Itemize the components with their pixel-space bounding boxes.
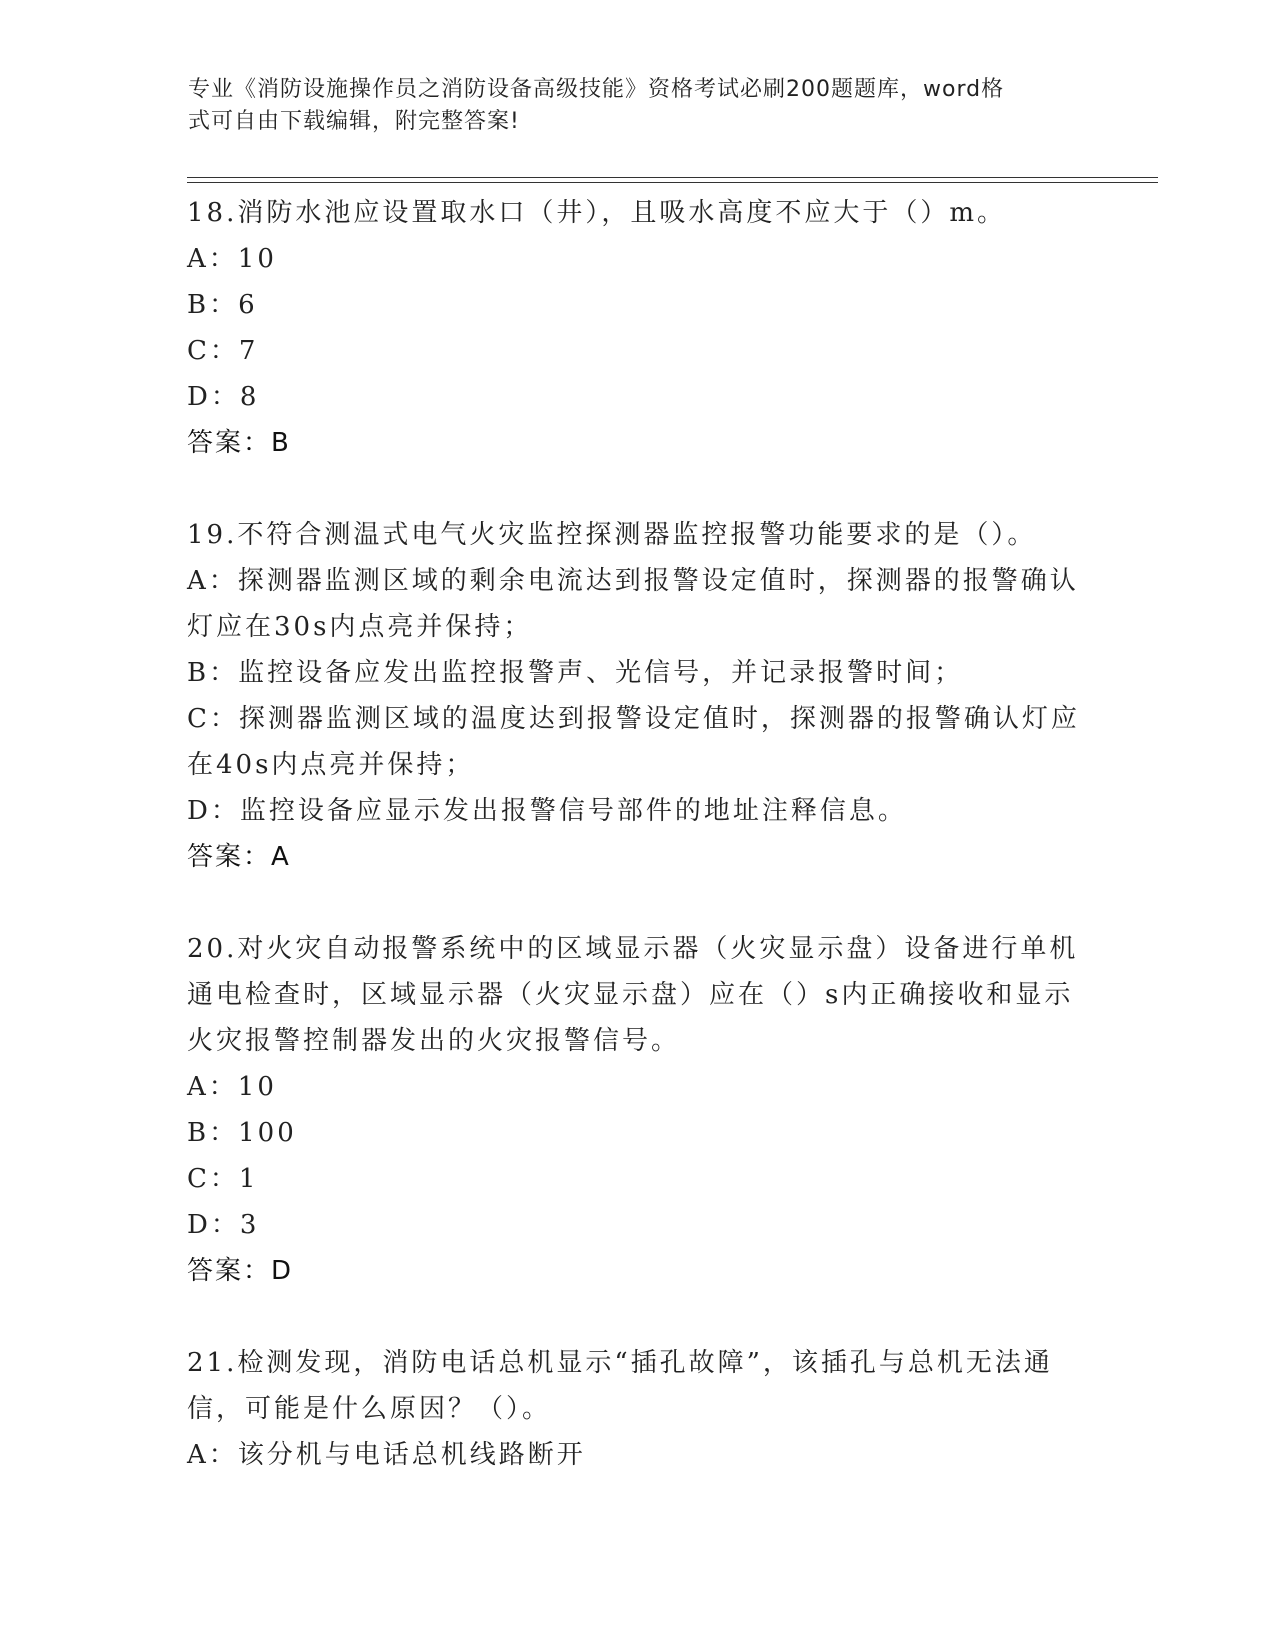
question-spacer <box>187 1294 1087 1340</box>
option-d: D：3 <box>187 1210 260 1240</box>
option-c: C：探测器监测区域的温度达到报警设定值时，探测器的报警确认灯应 <box>187 704 1080 734</box>
option-d: D：8 <box>187 382 260 412</box>
option-a: A：10 <box>187 244 277 274</box>
document-header <box>188 74 1068 138</box>
question-spacer <box>187 880 1087 926</box>
answer-label: 答案：A <box>187 842 291 872</box>
option-c-continued: 在40s内点亮并保持； <box>187 750 475 780</box>
question-stem-continued: 火灾报警控制器发出的火灾报警信号。 <box>187 1026 681 1056</box>
option-a-continued: 灯应在30s内点亮并保持； <box>187 612 533 642</box>
option-d: D：监控设备应显示发出报警信号部件的地址注释信息。 <box>187 796 907 826</box>
option-c: C：7 <box>187 336 259 366</box>
question-stem: 19.不符合测温式电气火灾监控探测器监控报警功能要求的是（）。 <box>187 520 1037 550</box>
question-21 <box>187 1340 1087 1478</box>
option-b: B：100 <box>187 1118 297 1148</box>
question-stem: 20.对火灾自动报警系统中的区域显示器（火灾显示盘）设备进行单机 <box>187 934 1079 964</box>
option-c: C：1 <box>187 1164 259 1194</box>
answer-label: 答案：B <box>187 428 291 458</box>
option-b: B：6 <box>187 290 258 320</box>
header-line-1: 专业《消防设施操作员之消防设备高级技能》资格考试必刷200题题库，word格 <box>188 77 1005 102</box>
header-divider-bottom <box>187 182 1158 183</box>
option-a: A：探测器监测区域的剩余电流达到报警设定值时，探测器的报警确认 <box>187 566 1079 596</box>
question-spacer <box>187 466 1087 512</box>
question-stem: 21.检测发现，消防电话总机显示“插孔故障”，该插孔与总机无法通 <box>187 1348 1053 1378</box>
question-list <box>187 190 1087 1478</box>
question-stem-continued: 信，可能是什么原因？（）。 <box>187 1394 552 1424</box>
question-stem: 18.消防水池应设置取水口（井），且吸水高度不应大于（）m。 <box>187 198 1007 228</box>
answer-label: 答案：D <box>187 1256 294 1286</box>
question-20 <box>187 926 1087 1294</box>
header-divider-top <box>187 177 1158 178</box>
option-b: B：监控设备应发出监控报警声、光信号，并记录报警时间； <box>187 658 964 688</box>
option-a: A：该分机与电话总机线路断开 <box>187 1440 586 1470</box>
question-19 <box>187 512 1087 880</box>
header-line-2: 式可自由下载编辑，附完整答案! <box>188 109 520 134</box>
question-stem-continued: 通电检查时，区域显示器（火灾显示盘）应在（）s内正确接收和显示 <box>187 980 1074 1010</box>
question-18 <box>187 190 1087 466</box>
option-a: A：10 <box>187 1072 277 1102</box>
